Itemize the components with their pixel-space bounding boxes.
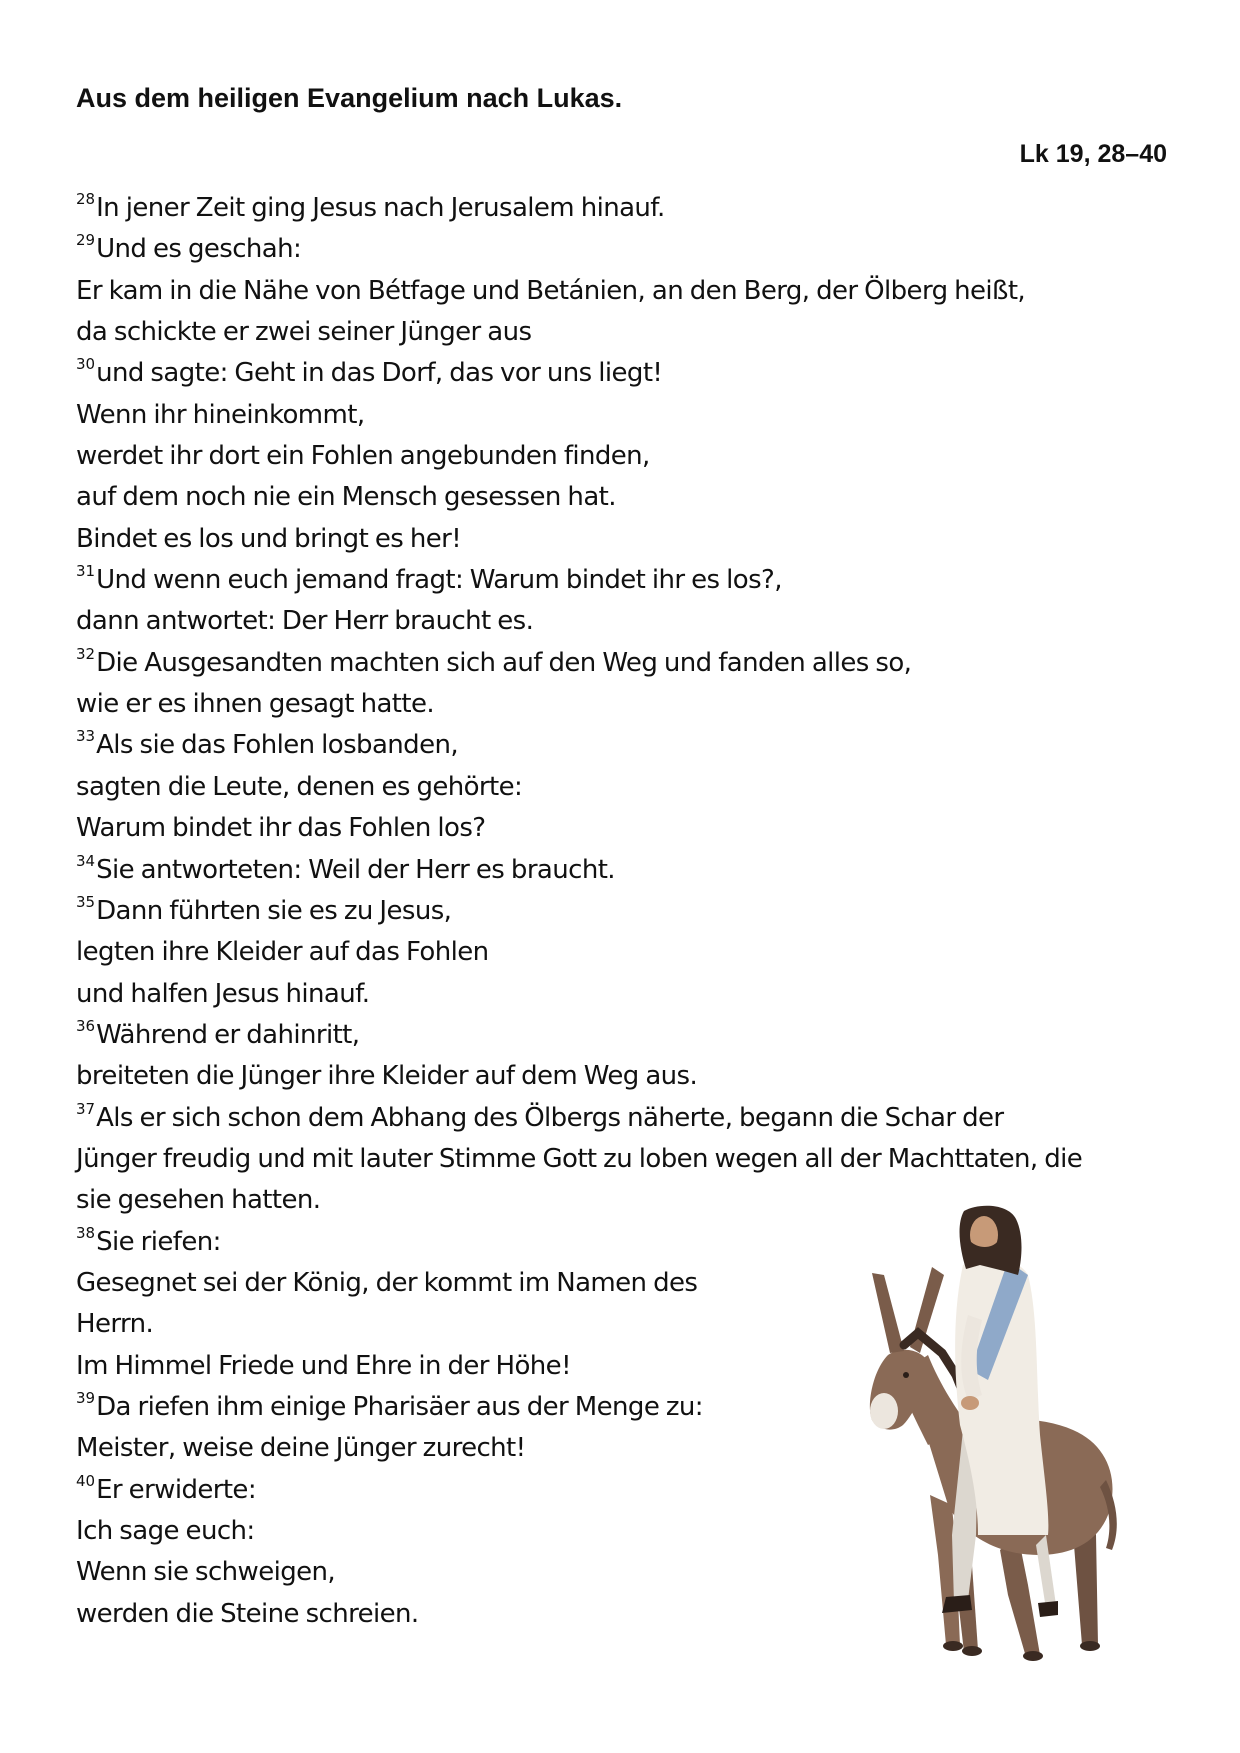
text-line <box>76 1139 1186 1180</box>
line-text: Herrn. <box>76 1309 154 1340</box>
line-text: Und es geschah: <box>96 234 302 265</box>
line-text: Im Himmel Friede und Ehre in der Höhe! <box>76 1350 571 1381</box>
verse-number: 32 <box>76 644 96 663</box>
verse-number: 28 <box>76 190 96 208</box>
verse-line <box>76 1098 1186 1139</box>
text-line <box>76 767 1186 808</box>
line-text: Sie antworteten: Weil der Herr es braucht. <box>96 854 615 885</box>
line-text: Ich sage euch: <box>76 1516 255 1546</box>
verse-line <box>76 560 1186 601</box>
verse-number: 34 <box>76 851 96 870</box>
line-text: legten ihre Kleider auf das Fohlen <box>76 937 489 968</box>
verse-line <box>76 891 1186 932</box>
text-line <box>76 395 1186 436</box>
page-title: Aus dem heiligen Evangelium nach Lukas. <box>76 83 623 113</box>
donkey-hoof <box>1080 1641 1100 1651</box>
text-line <box>76 601 1186 642</box>
verse-line <box>76 850 1186 891</box>
line-text: Er erwiderte: <box>96 1474 256 1505</box>
line-text: Wenn sie schweigen, <box>76 1557 336 1588</box>
line-text: Da riefen ihm einige Pharisäer aus der Menge zu: <box>96 1391 703 1422</box>
verse-line <box>76 188 1186 229</box>
line-text: Warum bindet ihr das Fohlen los? <box>76 813 486 844</box>
text-line <box>76 436 1186 477</box>
line-text: Als er sich schon dem Abhang des Ölbergs näherte, begann die Schar der <box>96 1102 1004 1133</box>
text-line <box>76 684 1186 725</box>
verse-number: 39 <box>76 1388 96 1407</box>
donkey-hoof <box>962 1646 982 1656</box>
line-text: Meister, weise deine Jünger zurecht! <box>76 1433 526 1464</box>
line-text: Sie riefen: <box>96 1226 221 1257</box>
donkey-hoof <box>1023 1651 1043 1661</box>
verse-number: 31 <box>76 562 96 581</box>
rider-sandal-far <box>1038 1601 1058 1617</box>
line-text: In jener Zeit ging Jesus nach Jerusalem hinauf. <box>96 193 665 223</box>
verse-line <box>76 353 1186 394</box>
verse-number: 35 <box>76 892 96 911</box>
text-line <box>76 519 1186 560</box>
text-line <box>76 477 1186 518</box>
line-text: werdet ihr dort ein Fohlen angebunden finden, <box>76 441 650 472</box>
text-line <box>76 808 1186 849</box>
rider-sandal <box>942 1595 972 1613</box>
text-line <box>76 932 1186 973</box>
donkey-ear <box>872 1273 904 1353</box>
verse-number: 30 <box>76 355 96 374</box>
text-line <box>76 271 1186 312</box>
jesus-on-donkey-illustration <box>868 1205 1130 1673</box>
verse-line <box>76 229 1186 270</box>
line-text: Als sie das Fohlen losbanden, <box>96 730 459 761</box>
text-line <box>76 1056 1186 1097</box>
verse-line <box>76 643 1186 684</box>
donkey-eye <box>903 1372 909 1378</box>
line-text: Dann führten sie es zu Jesus, <box>96 895 452 926</box>
line-text: und sagte: Geht in das Dorf, das vor uns liegt! <box>96 358 663 389</box>
line-text: da schickte er zwei seiner Jünger aus <box>76 317 532 348</box>
line-text: und halfen Jesus hinauf. <box>76 978 370 1009</box>
donkey-hoof <box>943 1641 963 1651</box>
line-text: sagten die Leute, denen es gehörte: <box>76 771 523 802</box>
verse-number: 38 <box>76 1223 96 1242</box>
rider-hand <box>961 1396 979 1410</box>
verse-number: 29 <box>76 231 96 250</box>
scripture-reference: Lk 19, 28–40 <box>1019 140 1167 168</box>
line-text: Er kam in die Nähe von Bétfage und Betánien, an den Berg, der Ölberg heißt, <box>76 275 1026 306</box>
verse-line <box>76 725 1186 766</box>
verse-number: 40 <box>76 1471 96 1490</box>
line-text: Bindet es los und bringt es her! <box>76 523 462 554</box>
donkey-muzzle <box>870 1393 898 1429</box>
line-text: sie gesehen hatten. <box>76 1185 321 1216</box>
line-text: auf dem noch nie ein Mensch gesessen hat. <box>76 482 616 513</box>
line-text: Wenn ihr hineinkommt, <box>76 399 365 430</box>
line-text: Die Ausgesandten machten sich auf den Weg und fanden alles so, <box>96 647 912 678</box>
line-text: werden die Steine schreien. <box>76 1598 419 1629</box>
text-line <box>76 974 1186 1015</box>
line-text: Gesegnet sei der König, der kommt im Namen des <box>76 1267 698 1298</box>
line-text: dann antwortet: Der Herr braucht es. <box>76 606 534 637</box>
line-text: Während er dahinritt, <box>96 1019 360 1050</box>
verse-number: 33 <box>76 727 96 746</box>
line-text: wie er es ihnen gesagt hatte. <box>76 689 435 720</box>
line-text: breiteten die Jünger ihre Kleider auf dem Weg aus. <box>76 1061 698 1092</box>
verse-number: 37 <box>76 1099 96 1118</box>
verse-line <box>76 1015 1186 1056</box>
text-line <box>76 312 1186 353</box>
line-text: Und wenn euch jemand fragt: Warum bindet ihr es los?, <box>96 565 782 596</box>
line-text: Jünger freudig und mit lauter Stimme Gott zu loben wegen all der Machttaten, die <box>76 1143 1083 1174</box>
verse-number: 36 <box>76 1016 96 1035</box>
